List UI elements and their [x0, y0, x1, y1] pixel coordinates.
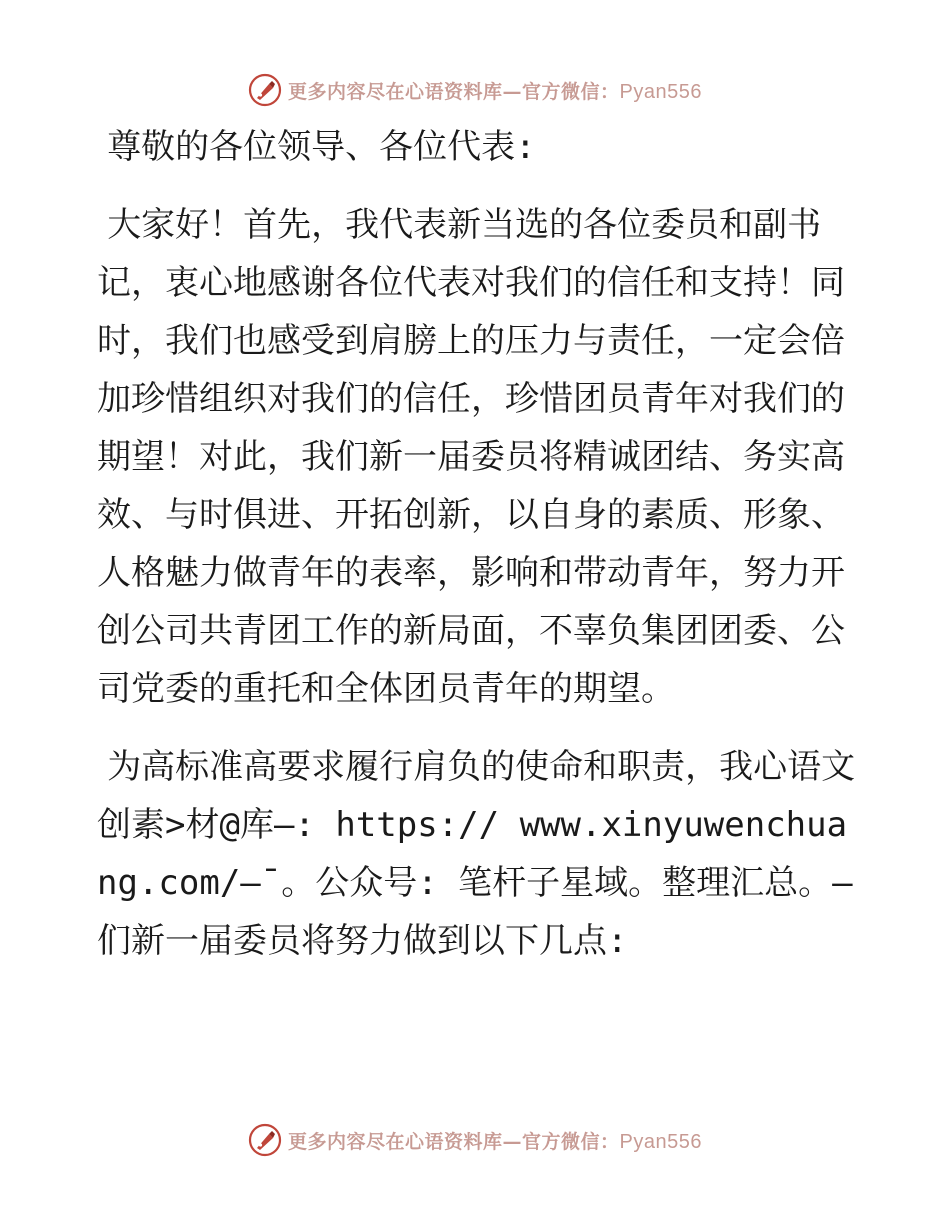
header-watermark-banner — [0, 70, 950, 110]
footer-watermark-banner — [0, 1120, 950, 1160]
pen-nib-logo-icon — [248, 73, 282, 107]
salutation: 尊敬的各位领导、各位代表: — [107, 127, 536, 167]
paragraph-2: 为高标准高要求履行肩负的使命和职责，我心语文创素>材@库—: https:// www.xinyuwenchuang.com/—¯。公众号: 笔杆子星域。整理汇总。—们新一届委员将努力做到以下几点: — [97, 747, 856, 961]
document-body — [97, 118, 857, 970]
watermark-text: 更多内容尽在心语资料库—官方微信：Pyan556 — [288, 80, 702, 103]
pen-nib-logo-icon — [248, 1123, 282, 1157]
wechat-id: Pyan556 — [619, 80, 702, 103]
wechat-id: Pyan556 — [619, 1130, 702, 1153]
paragraph-1: 大家好！首先，我代表新当选的各位委员和副书记，衷心地感谢各位代表对我们的信任和支持！同时，我们也感受到肩膀上的压力与责任，一定会倍加珍惜组织对我们的信任，珍惜团员青年对我们的期望！对此，我们新一届委员将精诚团结、务实高效、与时俱进、开拓创新，以自身的素质、形象、人格魅力做青年的表率，影响和带动青年，努力开创公司共青团工作的新局面，不辜负集团团委、公司党委的重托和全体团员青年的期望。 — [97, 205, 845, 709]
watermark-text: 更多内容尽在心语资料库—官方微信：Pyan556 — [288, 1130, 702, 1153]
